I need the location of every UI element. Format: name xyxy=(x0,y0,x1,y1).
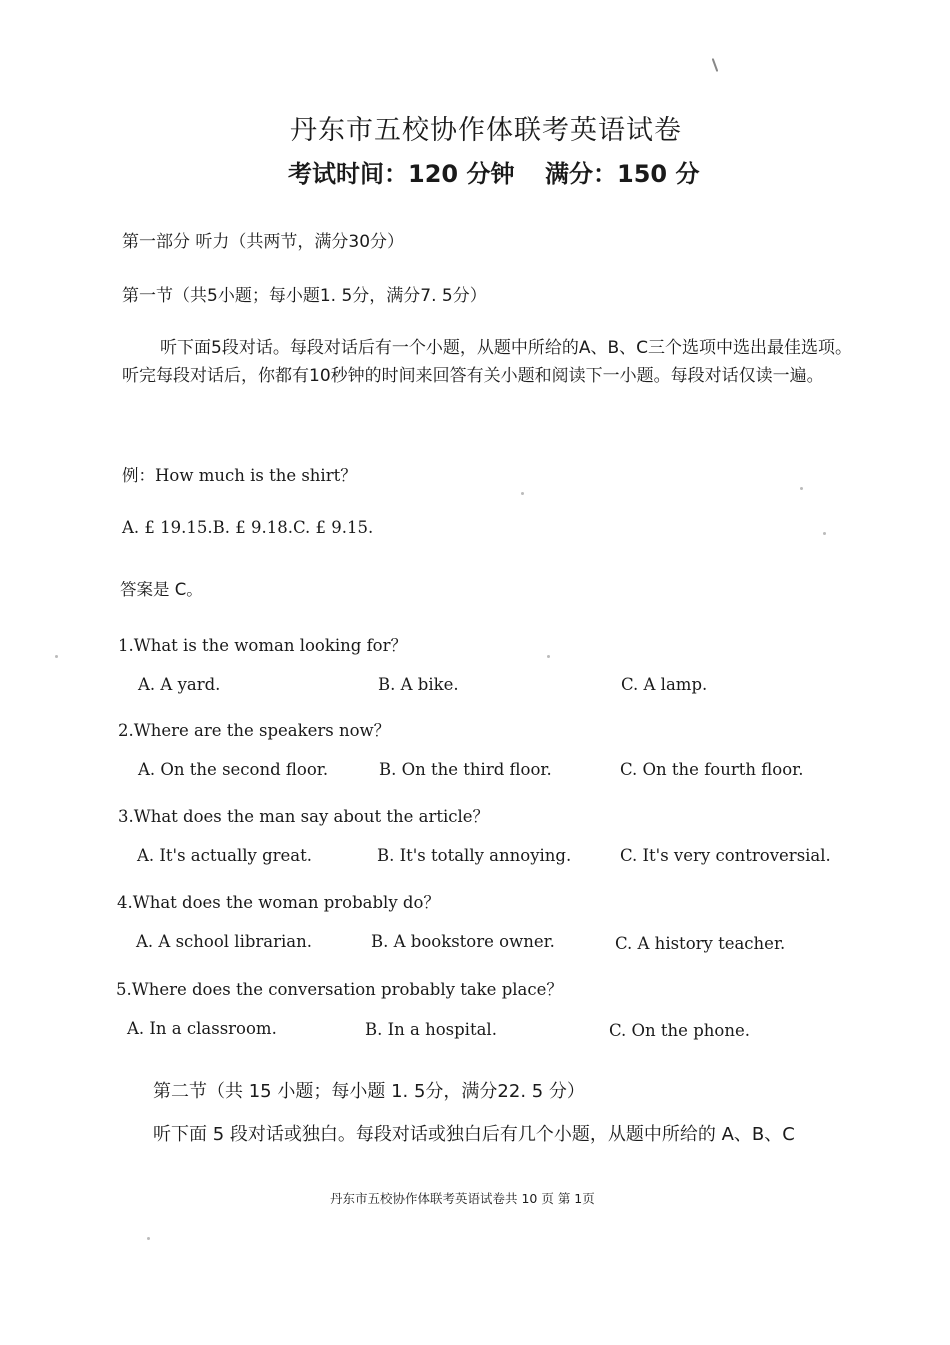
question-2-option-c: C. On the fourth floor. xyxy=(620,760,804,779)
question-3-option-b: B. It's totally annoying. xyxy=(377,846,572,865)
example-options: A. £ 19.15.B. £ 9.18.C. £ 9.15. xyxy=(122,518,374,537)
scan-mark xyxy=(712,58,719,72)
question-1-stem: 1.What is the woman looking for？ xyxy=(118,636,407,655)
full-score: 满分：150 分 xyxy=(545,160,700,188)
question-5-option-b: B. In a hospital. xyxy=(365,1020,497,1039)
question-4-option-c: C. A history teacher. xyxy=(615,934,786,953)
scan-speck xyxy=(55,655,58,658)
question-4-option-a: A. A school librarian. xyxy=(136,932,313,951)
question-5-option-a: A. In a classroom. xyxy=(127,1019,277,1038)
question-1-option-c: C. A lamp. xyxy=(621,675,708,694)
scan-speck xyxy=(521,492,524,495)
instructions-text: 听下面5段对话。每段对话后有一个小题，从题中所给的A、B、C三个选项中选出最佳选项。听完每段对话后，你都有10秒钟的时间来回答有关小题和阅读下一小题。每段对话仅读一遍。 xyxy=(122,338,852,386)
exam-time: 考试时间：120 分钟 xyxy=(288,160,515,188)
part1-heading: 第一部分 听力（共两节，满分30分） xyxy=(122,232,405,252)
question-1-option-b: B. A bike. xyxy=(378,675,459,694)
question-2-option-a: A. On the second floor. xyxy=(138,760,329,779)
question-5-stem: 5.Where does the conversation probably take place？ xyxy=(116,980,563,999)
question-3-stem: 3.What does the man say about the article？ xyxy=(118,807,490,826)
scan-speck xyxy=(147,1237,150,1240)
section2-instructions: 听下面 5 段对话或独白。每段对话或独白后有几个小题，从题中所给的 A、B、C xyxy=(153,1124,795,1145)
example-answer: 答案是 C。 xyxy=(120,580,203,599)
question-2-option-b: B. On the third floor. xyxy=(379,760,552,779)
question-4-option-b: B. A bookstore owner. xyxy=(371,932,555,951)
scan-speck xyxy=(800,487,803,490)
question-1-option-a: A. A yard. xyxy=(138,675,221,694)
example-question: 例：How much is the shirt？ xyxy=(122,466,357,485)
exam-title: 丹东市五校协作体联考英语试卷 xyxy=(290,115,682,146)
scan-speck xyxy=(547,655,550,658)
scan-speck xyxy=(823,532,826,535)
question-3-option-c: C. It's very controversial. xyxy=(620,846,831,865)
section1-heading: 第一节（共5小题；每小题1. 5分，满分7. 5分） xyxy=(122,286,487,306)
page-footer: 丹东市五校协作体联考英语试卷共 10 页 第 1页 xyxy=(330,1191,595,1206)
section1-instructions xyxy=(122,334,862,390)
section2-heading: 第二节（共 15 小题；每小题 1. 5分，满分22. 5 分） xyxy=(153,1081,585,1102)
question-2-stem: 2.Where are the speakers now？ xyxy=(118,721,391,740)
question-5-option-c: C. On the phone. xyxy=(609,1021,750,1040)
question-4-stem: 4.What does the woman probably do？ xyxy=(117,893,440,912)
question-3-option-a: A. It's actually great. xyxy=(137,846,313,865)
